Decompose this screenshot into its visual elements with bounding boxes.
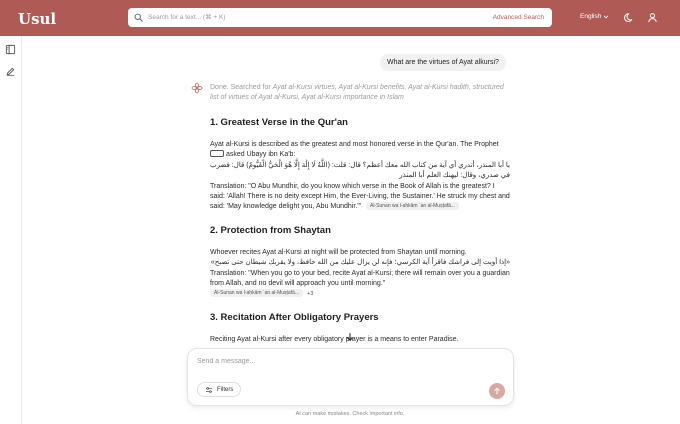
top-bar xyxy=(0,0,680,36)
sources-row xyxy=(210,289,510,299)
ai-disclaimer: AI can make mistakes. Check important info. xyxy=(295,411,405,417)
response-section xyxy=(210,225,510,300)
scroll-down-arrow-icon[interactable] xyxy=(345,332,355,342)
chevron-down-icon xyxy=(603,14,609,20)
intro-text: asked Ubayy ibn Ka'b: xyxy=(225,151,296,159)
arrow-up-icon xyxy=(493,387,501,395)
send-button[interactable] xyxy=(489,383,505,399)
sidebar-toggle-icon[interactable] xyxy=(5,44,16,55)
status-prefix: Done. Searched for xyxy=(210,84,273,91)
language-label: English xyxy=(580,13,602,20)
source-chip[interactable]: Al-Sunan wa l-aḥkām ʿan al-Muṣṭafā... xyxy=(366,202,459,210)
translation-body: Translation: "O Abu Mundhir, do you know which verse in the Book of Allah is the greatest? I said: 'Allah! There is no deity except Him, the Ever-Living, the Sustainer.' He struck my chest and said: 'May knowledge delight you, Abu Mundhir.'" xyxy=(210,182,510,211)
intro-text: Ayat al-Kursi is described as the greatest and most honored verse in the Qur'an. The Prophet xyxy=(210,141,499,148)
arabic-quote: «إذا أويت إلى فراشك فاقرأ آية الكرسي؛ فإنه لن يزال عليك من الله حافظ، ولا يقربك شيطان حتى تصبح» xyxy=(210,259,510,267)
source-chip[interactable]: Al-Sunan wa l-aḥkām ʿan al-Muṣṭafā... xyxy=(210,289,303,297)
status-queries: Ayat al-Kursi virtues, Ayat al-Kursi benefits, Ayat al-Kursi hadith, structured list of virtues of Ayat al-Kursi, Ayat al-Kursi importance in Islam xyxy=(210,84,504,101)
more-sources-count[interactable]: +3 xyxy=(307,291,314,298)
salawat-icon xyxy=(210,150,224,157)
dark-mode-moon-icon[interactable] xyxy=(624,12,635,23)
search-icon xyxy=(134,13,143,22)
user-account-icon[interactable] xyxy=(647,12,658,23)
search-box[interactable] xyxy=(128,8,552,27)
advanced-search-link[interactable]: Advanced Search xyxy=(492,14,544,21)
section-intro: Whoever recites Ayat al-Kursi at night will be protected from Shaytan until morning. xyxy=(210,248,467,256)
message-input[interactable] xyxy=(197,358,497,370)
search-status xyxy=(210,83,506,103)
translation-text: Translation: "When you go to your bed, recite Ayat al-Kursi; there will remain over you a guardian from Allah, and no devil will approach you until morning." xyxy=(210,269,510,288)
section-heading: 1. Greatest Verse in the Qur'an xyxy=(210,117,348,128)
new-chat-pencil-icon[interactable] xyxy=(5,66,16,77)
language-selector[interactable] xyxy=(580,13,609,20)
response-section xyxy=(210,117,510,213)
filters-label: Filters xyxy=(217,386,234,393)
search-input[interactable] xyxy=(148,14,493,21)
translation-text xyxy=(210,182,510,213)
section-heading: 3. Recitation After Obligatory Prayers xyxy=(210,311,379,323)
app-logo[interactable]: Usul xyxy=(18,10,57,28)
section-intro: Reciting Ayat al-Kursi after every obligatory prayer is a means to enter Paradise. xyxy=(210,335,459,343)
sliders-icon xyxy=(205,386,213,394)
assistant-avatar-icon xyxy=(191,82,203,94)
filters-button[interactable] xyxy=(197,382,241,397)
section-intro xyxy=(210,140,510,161)
section-heading: 2. Protection from Shaytan xyxy=(210,224,331,236)
arabic-quote: يا أبا المنذر، أتدري أي آية من كتاب الله معك أعظم؟ قال: قلت: (اللَّهُ لَا إِلَٰهَ إِلَّا هُوَ الْحَيُّ الْقَيُّومُ) قال: فضرب في صدري، وقال: ليهنك العلم أبا المنذر xyxy=(210,161,510,180)
left-sidebar-rail xyxy=(0,36,22,424)
response-section xyxy=(210,312,510,345)
assistant-response xyxy=(210,117,510,353)
message-composer xyxy=(187,348,514,406)
user-message-bubble: What are the virtues of Ayat alkursi? xyxy=(380,54,506,71)
